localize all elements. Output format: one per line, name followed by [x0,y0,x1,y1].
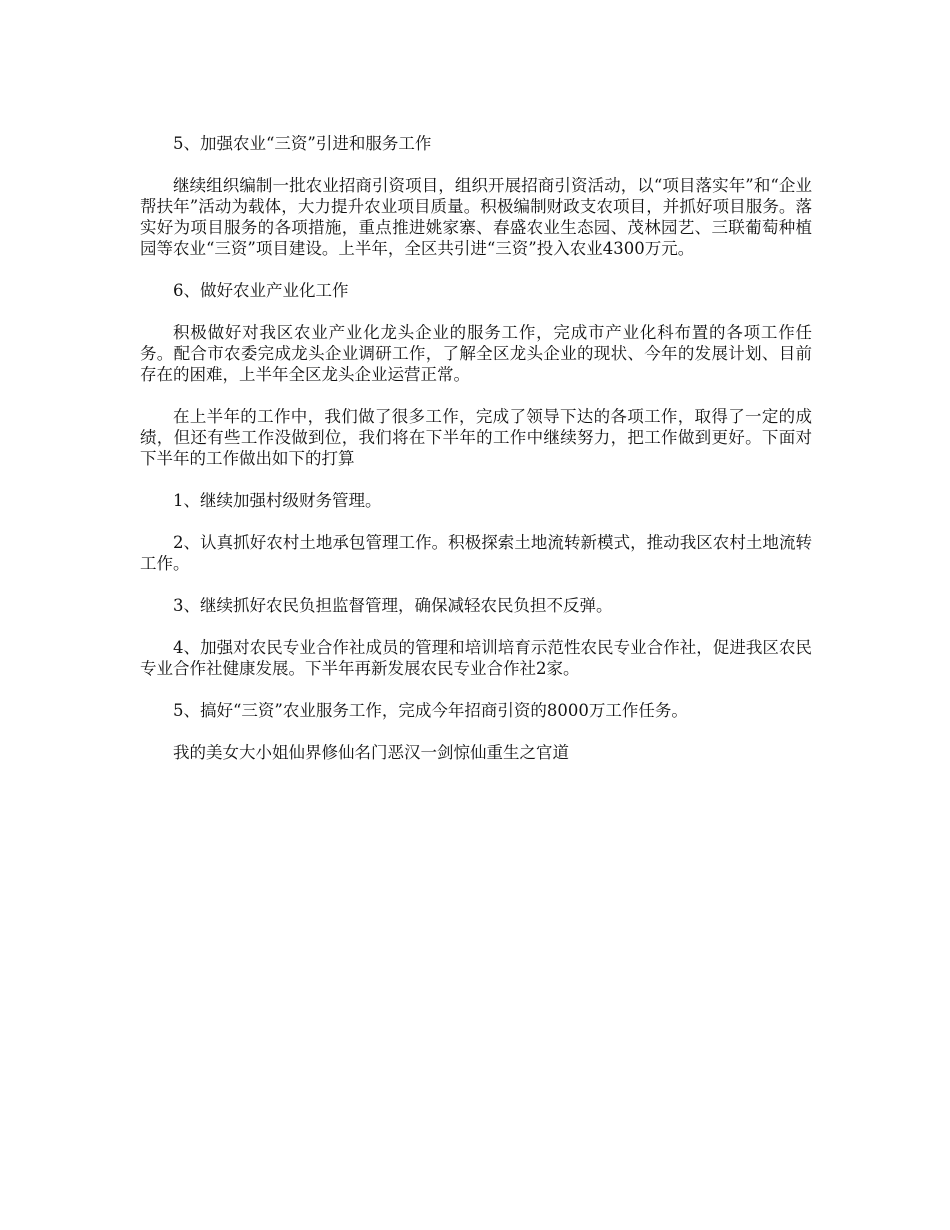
paragraph-leading-enterprises: 积极做好对我区农业产业化龙头企业的服务工作，完成市产业化科布置的各项工作任务。配合市农委完成龙头企业调研工作，了解全区龙头企业的现状、今年的发展计划、目前存在的困难，上半年全区龙头企业运营正常。 [140,323,812,384]
plan-item-5: 5、搞好“三资”农业服务工作，完成今年招商引资的8000万工作任务。 [173,701,688,720]
document-body [140,133,812,763]
footer-links-text: 我的美女大小姐仙界修仙名门恶汉一剑惊仙重生之官道 [173,743,569,762]
plan-item-3: 3、继续抓好农民负担监督管理，确保减轻农民负担不反弹。 [173,596,613,615]
paragraph-first-half-summary: 在上半年的工作中，我们做了很多工作，完成了领导下达的各项工作，取得了一定的成绩，但还有些工作没做到位，我们将在下半年的工作中继续努力，把工作做到更好。下面对下半年的工作做出如下的打算 [140,407,812,468]
plan-item-2: 2、认真抓好农村土地承包管理工作。积极探索土地流转新模式，推动我区农村土地流转工作。 [140,533,812,573]
section-heading-sanzi-introduction: 5、加强农业“三资”引进和服务工作 [173,134,432,153]
paragraph-investment-projects: 继续组织编制一批农业招商引资项目，组织开展招商引资活动，以“项目落实年”和“企业帮扶年”活动为载体，大力提升农业项目质量。积极编制财政支农项目，并抓好项目服务。落实好为项目服务的各项措施，重点推进姚家寨、春盛农业生态园、茂林园艺、三联葡萄种植园等农业“三资”项目建设。上半年，全区共引进“三资”投入农业4300万元。 [140,176,812,258]
plan-item-1: 1、继续加强村级财务管理。 [173,491,382,510]
section-heading-industrialization: 6、做好农业产业化工作 [173,281,349,300]
plan-item-4: 4、加强对农民专业合作社成员的管理和培训培育示范性农民专业合作社，促进我区农民专业合作社健康发展。下半年再新发展农民专业合作社2家。 [140,638,812,678]
